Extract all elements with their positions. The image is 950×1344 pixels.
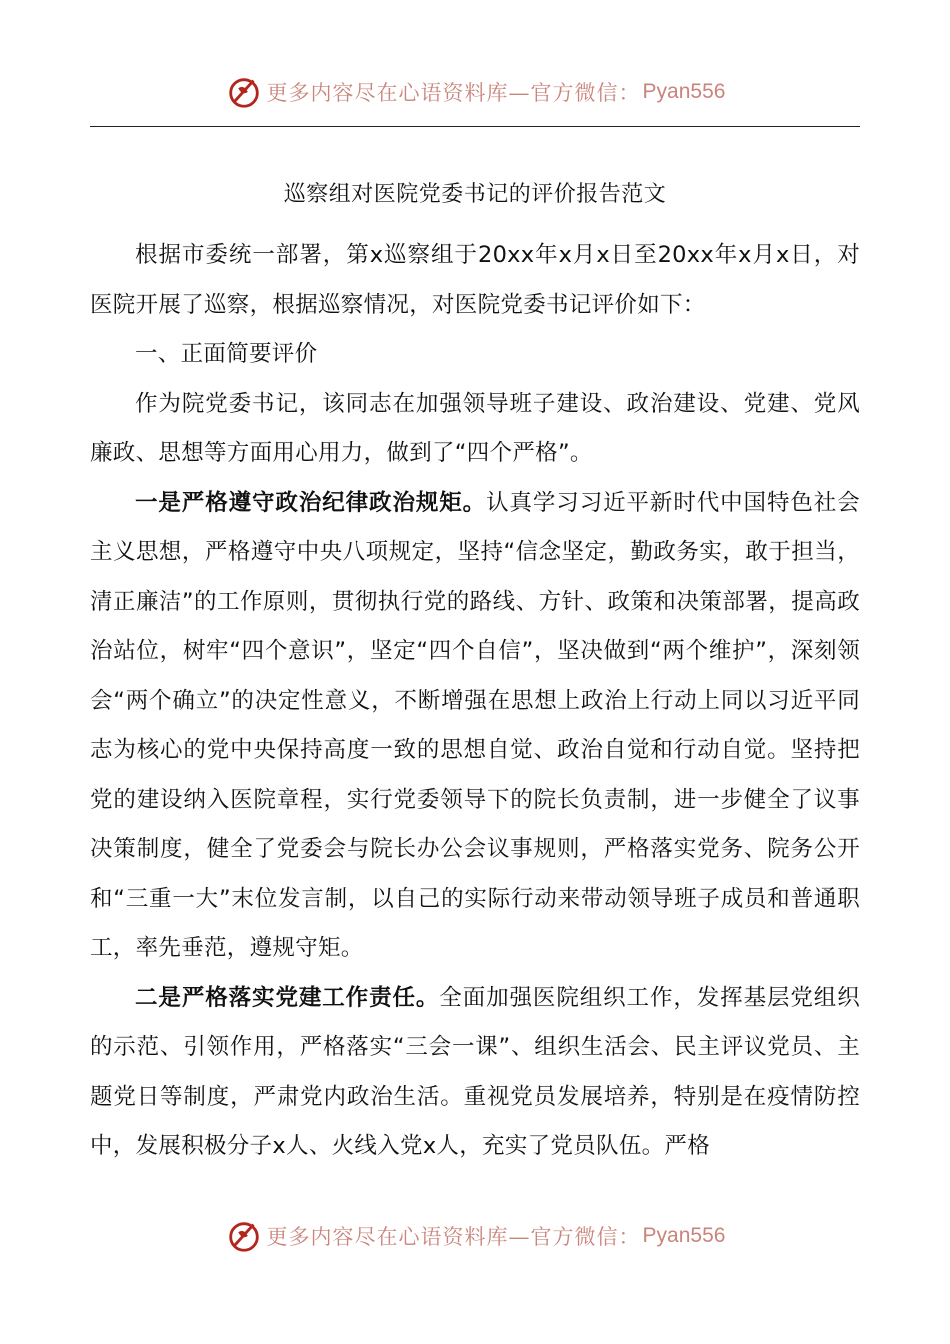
watermark-header [0,72,950,112]
watermark-footer [0,1216,950,1256]
document-title: 巡察组对医院党委书记的评价报告范文 [283,182,667,207]
watermark-wechat-id: Pyan556 [642,80,726,103]
document-body [90,231,860,1172]
point-one-lead: 一是严格遵守政治纪律政治规矩。 [135,489,487,516]
section-heading: 一、正面简要评价 [135,341,318,367]
watermark-text: 更多内容尽在心语资料库—官方微信： [266,81,641,105]
paragraph-summary: 作为院党委书记，该同志在加强领导班子建设、政治建设、党建、党风廉政、思想等方面用心用力，做到了“四个严格”。 [90,390,860,466]
paragraph-point-two: 二是严格落实党建工作责任。全面加强医院组织工作，发挥基层党组织的示范、引领作用，严格落实“三会一课”、组织生活会、民主评议党员、主题党日等制度，严肃党内政治生活。重视党员发展培养，特别是在疫情防控中，发展积极分子x人、火线入党x人，充实了党员队伍。严格 [90,984,861,1159]
paragraph-intro: 根据市委统一部署，第x巡察组于20xx年x月x日至20xx年x月x日，对医院开展了巡察，根据巡察情况，对医院党委书记评价如下： [90,242,860,318]
paragraph-point-one: 一是严格遵守政治纪律政治规矩。认真学习习近平新时代中国特色社会主义思想，严格遵守中央八项规定，坚持“信念坚定，勤政务实，敢于担当，清正廉洁”的工作原则，贯彻执行党的路线、方针、政策和决策部署，提高政治站位，树牢“四个意识”，坚定“四个自信”，坚决做到“两个维护”，深刻领会“两个确立”的决定性意义，不断增强在思想上政治上行动上同以习近平同志为核心的党中央保持高度一致的思想自觉、政治自觉和行动自觉。坚持把党的建设纳入医院章程，实行党委领导下的院长负责制，进一步健全了议事决策制度，健全了党委会与院长办公会议事规则，严格落实党务、院务公开和“三重一大”末位发言制，以自己的实际行动来带动领导班子成员和普通职工，率先垂范，遵规守矩。 [90,489,860,961]
logo-icon [225,73,263,111]
watermark-text: 更多内容尽在心语资料库—官方微信： [266,1225,641,1249]
header-divider [90,126,860,127]
watermark-wechat-id: Pyan556 [642,1224,726,1247]
point-two-lead: 二是严格落实党建工作责任。 [135,984,440,1011]
logo-icon [225,1217,263,1255]
